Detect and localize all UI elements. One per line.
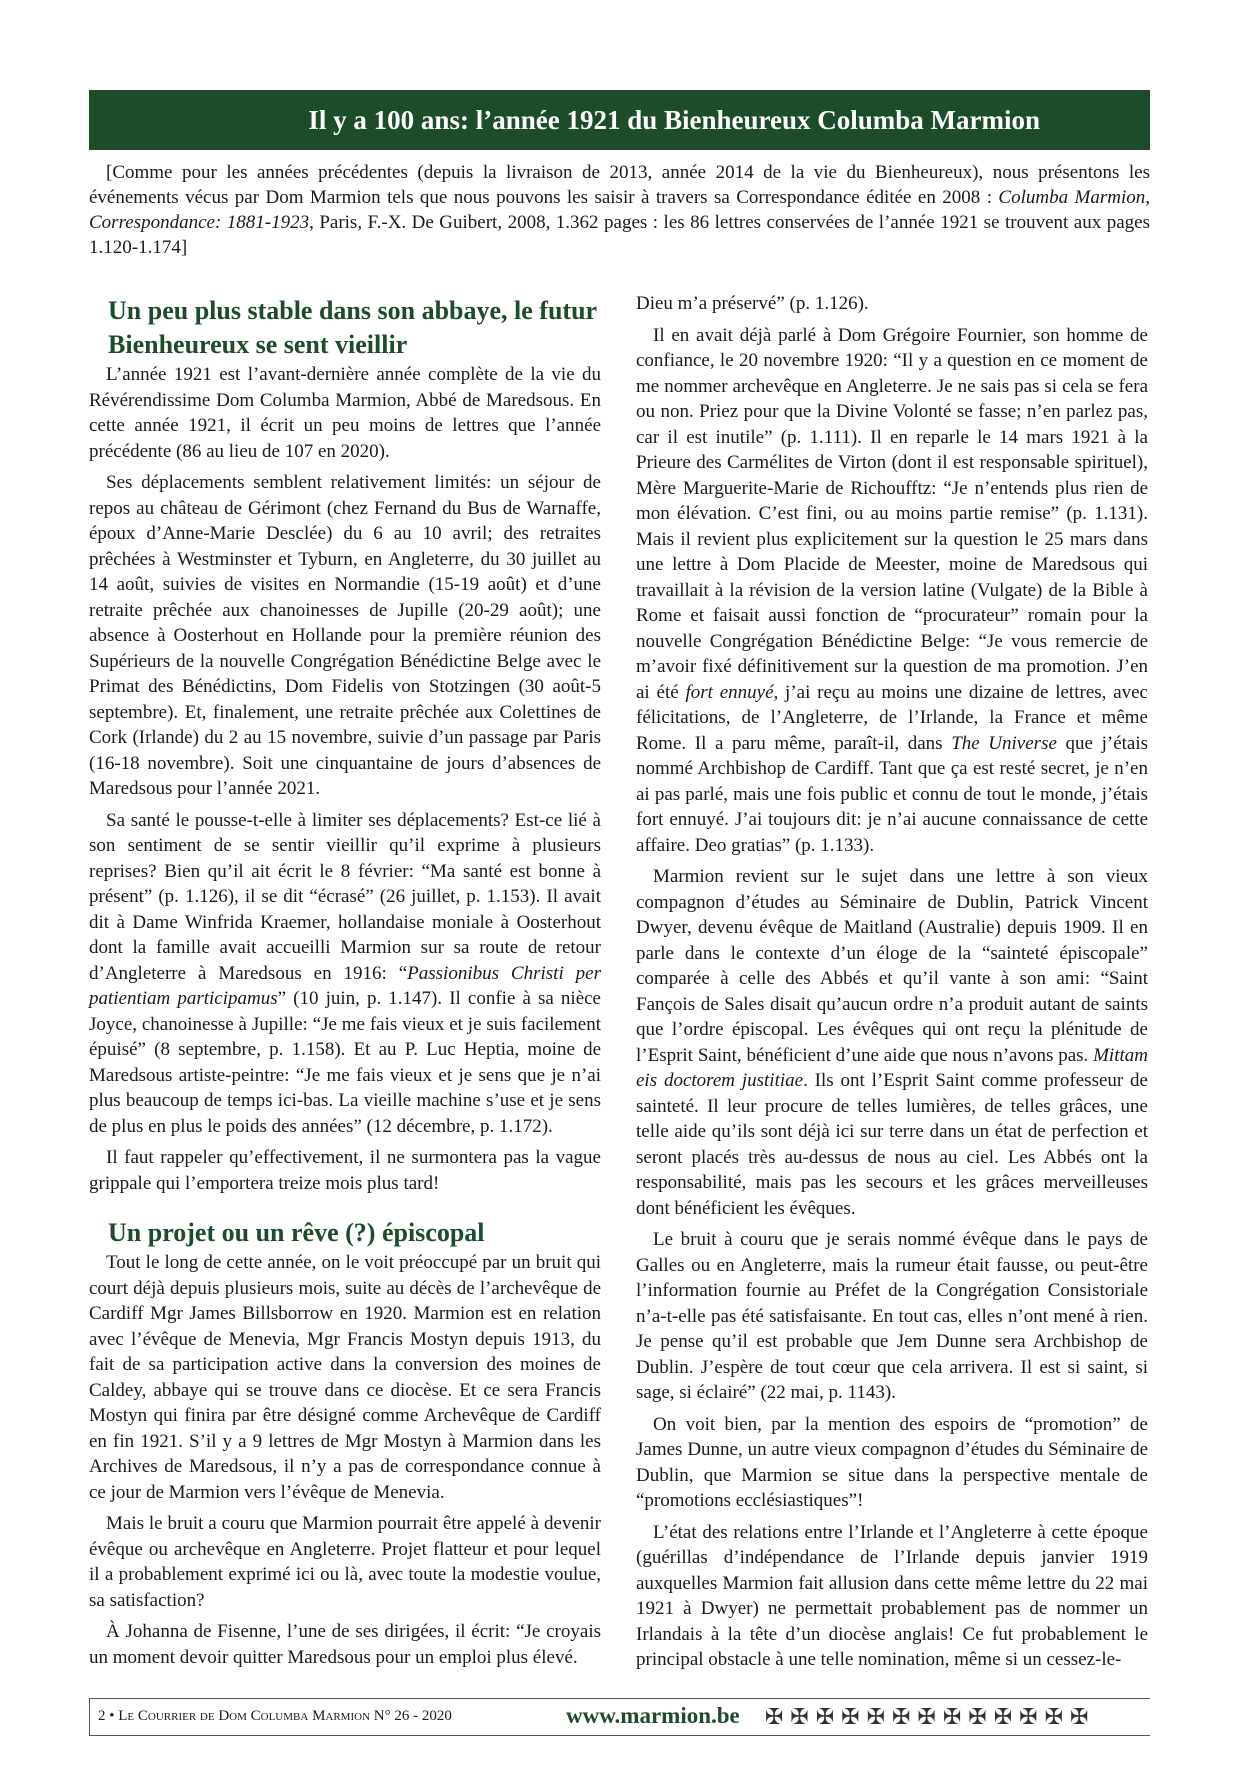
section-heading-2: Un projet ou un rêve (?) épiscopal bbox=[108, 1218, 485, 1247]
paragraph bbox=[636, 864, 1148, 1221]
page-footer bbox=[89, 1698, 1150, 1736]
newspaper-title: The Universe bbox=[951, 732, 1057, 754]
footer-website-link[interactable]: www.marmion.be bbox=[566, 1703, 740, 1728]
text: Il en avait déjà parlé à Dom Grégoire Fournier, son homme de confiance, le 20 novembre 1920: “Il y a question en ce moment de me nommer archevêque en Angleterre. Je ne sais pas si cela se fera ou non. Priez pour que la Divine Volonté se fasse; n’en parlez pas, car il est inutile” (p. 1.111). Il en reparle le 14 mars 1921 à la Prieure des Carmélites de Virton (dont il est responsable spirituel), Mère Marguerite-Marie de Richoufftz: “Je n’entends plus rien de mon élévation. C’est fini, ou au moins partie remise” (p. 1.131). Mais il revient plus explicitement sur la question le 25 mars dans une lettre à Dom Placide de Meester, moine de Maredsous qui travaillait à la révision de la version latine (Vulgate) de la Bible à Rome et faisait aussi fonction de “procurateur” romain pour la nouvelle Congrégation Bénédictine Belge: “Je vous remercie de m’avoir fixé définitivement sur la question de ma promotion. J’en ai été bbox=[636, 324, 1148, 703]
paragraph: Le bruit à couru que je serais nommé évêque dans le pays de Galles ou en Angleterre, mais la rumeur était fausse, ou peut-être l’information fournie au Préfet de la Congrégation Consistoriale n’a-t-elle pas été satisfaisante. En tout cas, elles n’ont mené à rien. Je pense qu’il est probable que Jem Dunne sera Archbishop de Dublin. J’espère de tout cœur que cela arrivera. Il est si saint, si sage, si éclairé” (22 mai, p. 1143). bbox=[636, 1229, 1148, 1403]
paragraph bbox=[89, 808, 601, 1140]
italic-text: fort ennuyé bbox=[685, 681, 774, 703]
footer-page-info: 2 • Le Courrier de Dom Columba Marmion N° 26 - 2020 bbox=[98, 1708, 452, 1724]
right-column bbox=[636, 291, 1148, 1679]
paragraph: L’état des relations entre l’Irlande et l’Angleterre à cette époque (guérillas d’indépendance de l’Irlande depuis janvier 1919 auxquelles Marmion fait allusion dans cette même lettre du 22 mai 1921 à Dwyer) ne permettait probablement pas de nommer un Irlandais à la tête d’un diocèse anglais! Ce fut probablement le principal obstacle à une telle nomination, même si un cessez-le- bbox=[636, 1521, 1148, 1670]
section-heading-1: Un peu plus stable dans son abbaye, le futur Bienheureux se sent vieillir bbox=[108, 296, 597, 359]
intro-text-1: [Comme pour les années précédentes (depuis la livraison de 2013, année 2014 de la vie du Bienheureux), nous présentons les événements vécus par Dom Marmion tels que nous pouvons les saisir à travers sa Correspondance éditée en 2008 : bbox=[89, 162, 1150, 208]
intro-text-2: , Paris, F.-X. De Guibert, 2008, 1.362 pages : les 86 lettres conservées de l’année 1921 se trouvent aux pages 1.120-1.174] bbox=[89, 212, 1150, 258]
left-column bbox=[89, 294, 601, 1676]
latin-quote: Passionibus Christi per patientiam participamus bbox=[89, 962, 601, 1009]
paragraph: Il faut rappeler qu’effectivement, il ne surmontera pas la vague grippale qui l’emportera treize mois plus tard! bbox=[89, 1147, 601, 1194]
paragraph: On voit bien, par la mention des espoirs de “promotion” de James Dunne, un autre vieux compagnon d’études du Séminaire de Dublin, que Marmion se situe dans la perspective mentale de “promotions ecclésiastiques”! bbox=[636, 1413, 1148, 1511]
paragraph: Ses déplacements semblent relativement limités: un séjour de repos au château de Gérimont (chez Fernand du Bus de Warnaffe, époux d’Anne-Marie Desclée) du 6 au 10 avril; des retraites prêchées à Westminster et Tyburn, en Angleterre, du 30 juillet au 14 août, suivies de visites en Normandie (15-19 août) et d’une retraite prêchée aux chanoinesses de Jupille (20-29 août); une absence à Oosterhout en Hollande pour la première réunion des Supérieurs de la nouvelle Congrégation Bénédictine Belge avec le Primat des Bénédictins, Dom Fidelis von Stotzingen (30 août-5 septembre). Et, finalement, une retraite prêchée aux Colettines de Cork (Irlande) du 2 au 15 novembre, suivie d’un passage par Paris (16-18 novembre). Soit une cinquantaine de jours d’absences de Maredsous pour l’année 2021. bbox=[89, 472, 601, 799]
intro-paragraph bbox=[89, 160, 1150, 260]
article-title: Il y a 100 ans: l’année 1921 du Bienheureux Columba Marmion bbox=[308, 104, 1040, 135]
text: Sa santé le pousse-t-elle à limiter ses déplacements? Est-ce lié à son sentiment de se sentir vieillir qu’il exprime à plusieurs reprises? Bien qu’il ait écrit le 8 février: “Ma santé est bonne à présent” (p. 1.126), il se dit “écrasé” (26 juillet, p. 1.153). Il avait dit à Dame Winfrida Kraemer, hollandaise moniale à Oosterhout dont la famille avait accueilli Marmion sur sa route de retour d’Angleterre à Maredsous en 1916: “ bbox=[89, 809, 601, 984]
paragraph: Mais le bruit a couru que Marmion pourrait être appelé à devenir évêque ou archevêque en Angleterre. Projet flatteur et pour lequel il a probablement exprimé ici ou là, avec toute la modestie voulue, sa satisfaction? bbox=[89, 1513, 601, 1611]
intro-book-title: Columba Marmion, Correspondance: 1881-1923 bbox=[89, 187, 1150, 233]
latin-quote: Mittam eis doctorem justitiae bbox=[636, 1044, 1148, 1091]
paragraph: L’année 1921 est l’avant-dernière année complète de la vie du Révérendissime Dom Columba Marmion, Abbé de Maredsous. En cette année 1921, il écrit un peu moins de lettres que l’année précédente (86 au lieu de 107 en 2020). bbox=[89, 364, 601, 462]
paragraph bbox=[636, 323, 1148, 859]
paragraph: À Johanna de Fisenne, l’une de ses dirigées, il écrit: “Je croyais un moment devoir quitter Maredsous pour un emploi plus élevé. bbox=[89, 1621, 601, 1668]
text: , j’ai reçu au moins une dizaine de lettres, avec félicitations, de l’Angleterre, de l’Irlande, la France et même Rome. Il a paru même, paraît-il, dans bbox=[636, 681, 1148, 754]
text: . Ils ont l’Esprit Saint comme professeur de sainteté. Il leur procure de telles lumières, de telles grâces, une telle aide qu’ils sont déjà ici sur terre dans un état de perfection et seront placés très au-dessus de nous au ciel. Les Abbés ont la responsabilité, mais pas les secours et les grâces merveilleuses dont bénéficient les évêques. bbox=[636, 1070, 1148, 1219]
text: que j’étais nommé Archbishop de Cardiff. Tant que ça est resté secret, je n’en ai pas parlé, mais une fois public et connu de tout le monde, j’étais fort ennuyé. J’ai toujours dit: je n’ai aucune connaissance de cette affaire. Deo gratias” (p. 1.133). bbox=[636, 732, 1149, 856]
cross-ornament-border: ✠ ✠ ✠ ✠ ✠ ✠ ✠ ✠ ✠ ✠ ✠ ✠ ✠ bbox=[765, 1704, 1089, 1730]
article-title-banner bbox=[89, 90, 1150, 150]
paragraph: Dieu m’a préservé” (p. 1.126). bbox=[636, 293, 869, 314]
text: ” (10 juin, p. 1.147). Il confie à sa nièce Joyce, chanoinesse à Jupille: “Je me fais vieux et je suis facilement épuisé” (8 septembre, p. 1.158). Et au P. Luc Heptia, moine de Maredsous artiste-peintre: “Je me fais vieux et je sens que je n’ai plus beaucoup de temps ici-bas. La vieille machine s’use et je sens de plus en plus le poids des années” (12 décembre, p. 1.172). bbox=[89, 988, 601, 1137]
paragraph: Tout le long de cette année, on le voit préoccupé par un bruit qui court déjà depuis plusieurs mois, suite au décès de l’archevêque de Cardiff Mgr James Billsborrow en 1920. Marmion est en relation avec l’évêque de Menevia, Mgr Francis Mostyn depuis 1913, du fait de sa participation active dans la conversion des moines de Caldey, abbaye qui se trouve dans ce diocèse. Et ce sera Francis Mostyn qui finira par être désigné comme Archevêque de Cardiff en fin 1921. S’il y a 9 lettres de Mgr Mostyn à Marmion dans les Archives de Maredsous, il n’y a pas de correspondance connue à ce jour de Marmion vers l’évêque de Menevia. bbox=[89, 1252, 601, 1503]
text: Marmion revient sur le sujet dans une lettre à son vieux compagnon d’études au Séminaire de Dublin, Patrick Vincent Dwyer, devenu évêque de Maitland (Australie) depuis 1909. Il en parle dans le contexte d’un éloge de la “sainteté épiscopale” comparée à celle des Abbés et qu’il vante à son ami: “Saint Fançois de Sales disait qu’aucun ordre n’a produit autant de saints que l’ordre épiscopal. Les évêques qui ont reçu la plénitude de l’Esprit Saint, bénéficient d’une aide que nous n’avons pas. bbox=[636, 866, 1148, 1066]
